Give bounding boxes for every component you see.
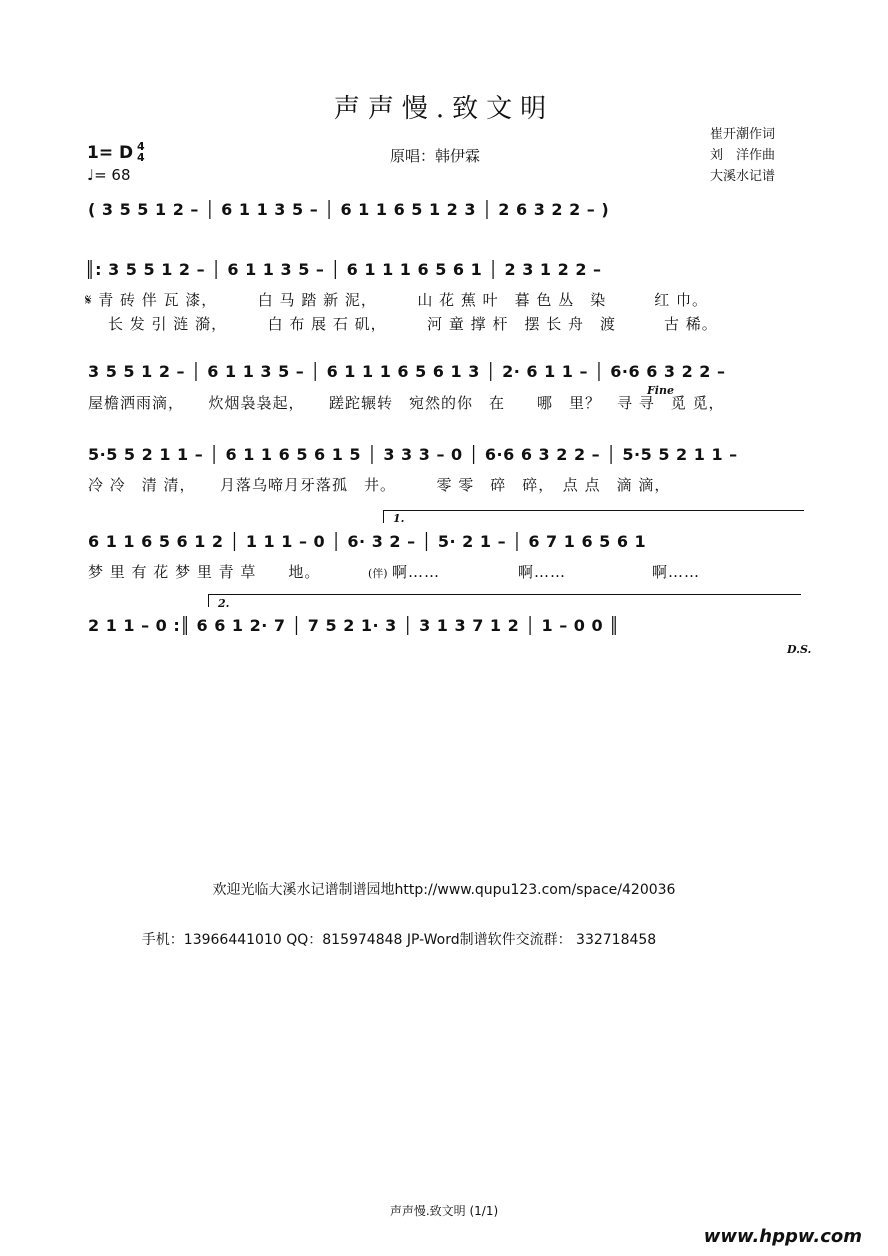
time-signature (137, 141, 145, 163)
key-signature: 1= D (87, 143, 134, 163)
row4-ah-1: 啊…… (392, 563, 441, 581)
credits (710, 124, 775, 187)
row1-lyric-verse1: 𝄋 青 砖 伴 瓦 漆， 白 马 踏 新 泥， 山 花 蕉 叶 暮 色 丛 染 红 巾。 (85, 291, 708, 309)
row2-notation: 3 5 5 1 2 – │ 6 1 1 3 5 – │ 6 1 1 1 6 5 6 1 3 │ 2· 6 1 1 – │ 6·6 6 3 2 2 – (88, 362, 726, 381)
transcriber-credit: 大溪水记谱 (710, 169, 776, 184)
row2-lyric: 屋檐洒雨滴， 炊烟袅袅起， 蹉跎辗转 宛然的你 在 哪 里？ 寻 寻 觅 觅， (88, 394, 725, 412)
row4-ah-3: 啊…… (652, 563, 701, 581)
volta-2-label: 2. (218, 597, 230, 610)
meter-top: 4 (137, 140, 145, 153)
volta-bracket-1 (383, 510, 804, 523)
footer-welcome-line: 欢迎光临大溪水记谱制谱园地http://www.qupu123.com/space/420036 (212, 882, 676, 898)
tempo-marking: ♩= 68 (87, 166, 131, 184)
fine-marking: Fine (647, 384, 674, 397)
volta-1-label: 1. (393, 512, 405, 525)
row1-notation: ║: 3 5 5 1 2 – │ 6 1 1 3 5 – │ 6 1 1 1 6 5 6 1 │ 2 3 1 2 2 – (85, 260, 602, 279)
dal-segno-marking: D.S. (787, 643, 812, 656)
site-watermark: www.hppw.com (703, 1226, 862, 1247)
footer-contact-line: 手机：13966441010 QQ：815974848 JP-Word制谱软件交流群： 332718458 (141, 932, 657, 948)
volta-bracket-2 (208, 594, 801, 607)
row4-lyric: 梦 里 有 花 梦 里 青 草 地。 (88, 563, 321, 581)
row3-lyric: 冷 冷 清 清， 月落乌啼月牙落孤 井。 零 零 碎 碎， 点 点 滴 滴， (88, 476, 671, 494)
meter-bottom: 4 (137, 151, 145, 164)
accompaniment-mark: (伴) (368, 567, 388, 580)
page-title: 声声慢.致文明 (333, 94, 555, 124)
row4-notation: 6 1 1 6 5 6 1 2 │ 1 1 1 – 0 │ 6· 3 2 – │ 5· 2 1 – │ 6 7 1 6 5 6 1 (88, 532, 647, 551)
lyricist-credit: 崔开潮作词 (710, 127, 776, 142)
composer-credit: 刘 洋作曲 (710, 148, 776, 163)
row4-ah-2: 啊…… (518, 563, 567, 581)
page-label: 声声慢.致文明 (1/1) (389, 1204, 499, 1218)
row3-notation: 5·5 5 2 1 1 – │ 6 1 1 6 5 6 1 5 │ 3 3 3 – 0 │ 6·6 6 3 2 2 – │ 5·5 5 2 1 1 – (88, 445, 738, 464)
row5-notation: 2 1 1 – 0 :║ 6 6 1 2· 7 │ 7 5 2 1· 3 │ 3 1 3 7 1 2 │ 1 – 0 0 ║ (88, 616, 620, 635)
original-singer: 原唱：韩伊霖 (390, 147, 481, 165)
intro-notation: ( 3 5 5 1 2 – │ 6 1 1 3 5 – │ 6 1 1 6 5 1 2 3 │ 2 6 3 2 2 – ) (88, 200, 610, 219)
row1-lyric-verse2: 长 发 引 涟 漪， 白 布 展 石 矶， 河 童 撑 杆 摆 长 舟 渡 古 稀。 (108, 315, 718, 333)
